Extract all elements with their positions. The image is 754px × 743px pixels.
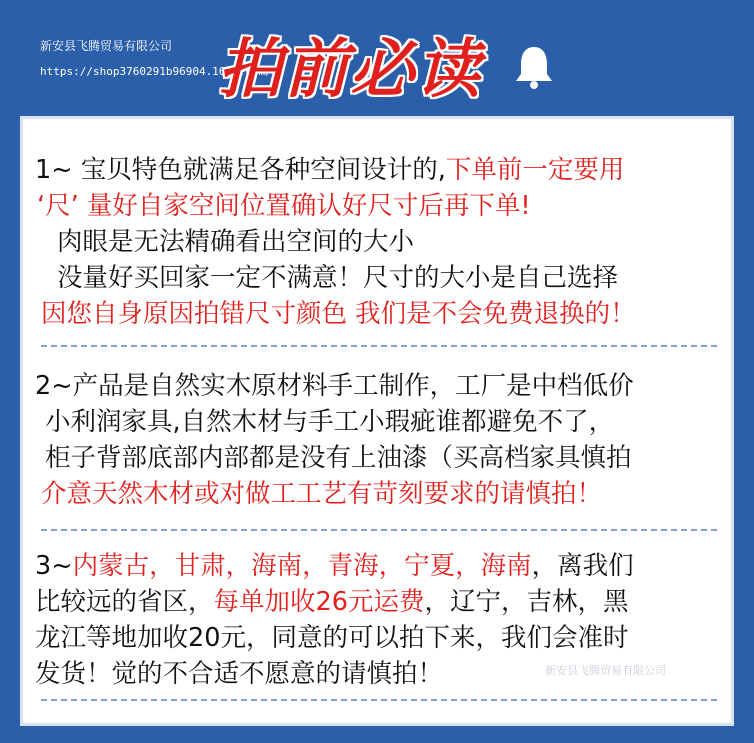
section1-line1-highlight: 下单前一定要用 bbox=[445, 155, 625, 185]
page-title: 拍前必读 bbox=[218, 33, 482, 107]
divider-2 bbox=[41, 529, 717, 531]
section3-line4: 发货！觉的不合适不愿意的请慎拍！ bbox=[35, 659, 444, 689]
section3-line1-regions: 内蒙古，甘肃，海南，青海，宁夏，海南 bbox=[72, 551, 532, 581]
section2-line1: 2~产品是自然实木原材料手工制作，工厂是中档低价 bbox=[35, 371, 634, 401]
bell-icon bbox=[512, 44, 556, 90]
section3-line2 bbox=[35, 587, 628, 617]
section3-line1-prefix: 3~ bbox=[35, 551, 73, 581]
divider-1 bbox=[41, 345, 717, 347]
header-banner bbox=[0, 0, 754, 110]
section1-line4: 没量好买回家一定不满意！尺寸的大小是自己选择 bbox=[57, 263, 619, 293]
watermark-company: 新安县飞腾贸易有限公司 bbox=[545, 664, 666, 677]
section3-line2-suffix: ，辽宁，吉林，黑 bbox=[424, 587, 629, 617]
section1-line5: 因您自身原因拍错尺寸颜色 我们是不会免费退换的！ bbox=[41, 299, 636, 329]
section3-line3: 龙江等地加收20元，同意的可以拍下来，我们会准时 bbox=[35, 623, 629, 653]
notice-panel bbox=[20, 116, 734, 726]
divider-3 bbox=[41, 699, 717, 701]
section1-line1-text: 1~ 宝贝特色就满足各种空间设计的, bbox=[35, 155, 446, 185]
section3-line1-suffix: ，离我们 bbox=[531, 551, 634, 581]
section2-line2: 小利润家具,自然木材与手工小瑕疵谁都避免不了， bbox=[45, 407, 615, 437]
section3-line2-fee: 每单加收26元运费 bbox=[213, 587, 425, 617]
section3-line1 bbox=[35, 551, 634, 581]
company-name: 新安县飞腾贸易有限公司 bbox=[40, 39, 173, 53]
section1-line2: ‘尺’ 量好自家空间位置确认好尺寸后再下单! bbox=[37, 191, 531, 221]
shop-url: https://shop3760291b96904.1688.com/ bbox=[40, 65, 272, 78]
section1-line1 bbox=[35, 155, 624, 185]
section1-line3: 肉眼是无法精确看出空间的大小 bbox=[57, 227, 415, 257]
section2-line4: 介意天然木材或对做工工艺有苛刻要求的请慎拍！ bbox=[41, 479, 603, 509]
section2-line3: 柜子背部底部内部都是没有上油漆（买高档家具慎拍 bbox=[45, 443, 632, 473]
section3-line2-prefix: 比较远的省区， bbox=[35, 587, 214, 617]
